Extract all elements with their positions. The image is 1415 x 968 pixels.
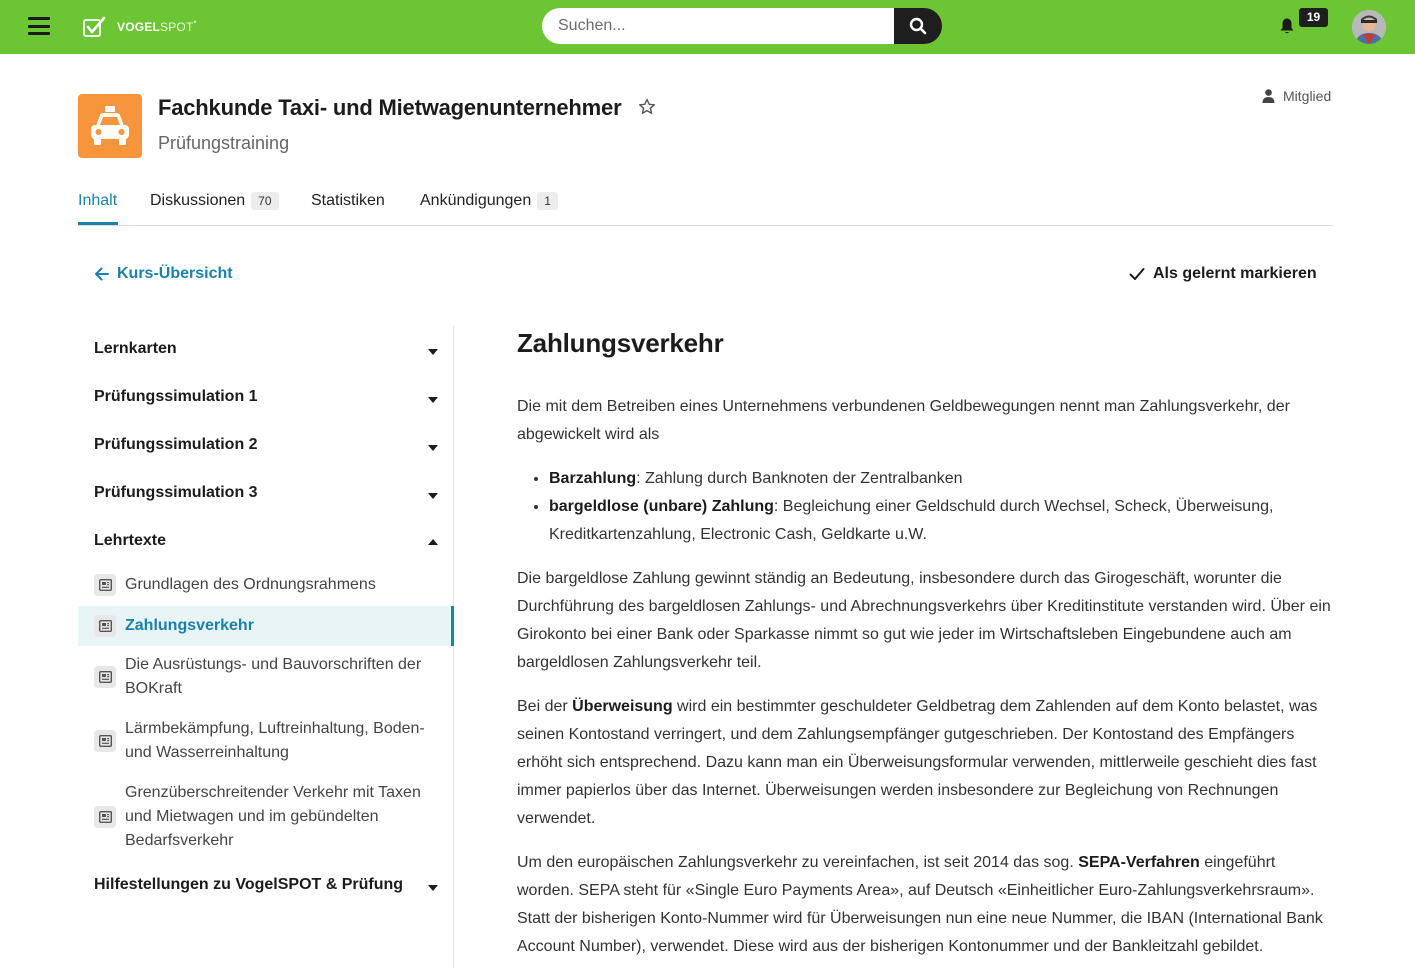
tab-label: Inhalt <box>78 192 118 209</box>
sidebar-section-pruefungssimulation-2[interactable] <box>94 436 438 460</box>
sidebar-section-lernkarten[interactable] <box>94 340 438 364</box>
caret-down-icon <box>428 349 438 355</box>
search-input[interactable] <box>542 8 894 44</box>
article-paragraph: Die bargeldlose Zahlung gewinnt ständig an Bedeutung, insbesondere durch das Girogeschäft, worunter die Durchführung des bargeldlosen Zahlungs- und Abrechnungsverkehrs über Kreditinstitute verstanden wird. Über ein Girokonto bei einer Bank oder Sparkasse nimmt so gut wie jeder im Wirtschaftsleben Eingebundene auch am bargeldlosen Zahlungsverkehr teil. <box>517 570 1331 671</box>
article-icon <box>94 666 116 688</box>
tab-label: Ankündigungen <box>420 192 532 209</box>
section-label: Lernkarten <box>94 340 177 357</box>
back-link-label: Kurs-Übersicht <box>117 265 233 282</box>
taxi-icon <box>78 94 142 158</box>
item-label: Lärmbekämpfung, Luftreinhaltung, Boden- und Wasserreinhaltung <box>125 720 425 761</box>
star-icon[interactable] <box>638 98 656 116</box>
item-label: Die Ausrüstungs- und Bauvorschriften der BOKraft <box>125 656 422 697</box>
article-icon <box>94 806 116 828</box>
mark-learned-label: Als gelernt markieren <box>1153 265 1317 282</box>
list-item: • Barzahlung: Zahlung durch Banknoten der Zentralbanken <box>549 465 1335 493</box>
user-avatar-icon <box>1352 10 1386 44</box>
tab-count-badge: 70 <box>251 192 278 210</box>
avatar[interactable] <box>1352 10 1386 44</box>
article-icon <box>94 615 116 637</box>
logo-text: VOGELSPOT° <box>117 20 197 34</box>
list-item: • bargeldlose (unbare) Zahlung: Begleichung einer Geldschuld durch Wechsel, Scheck, Überweisung, Kreditkartenzahlung, Electronic Cash, Geldkarte u.W. <box>549 493 1335 549</box>
article-icon <box>94 574 116 596</box>
item-label: Zahlungsverkehr <box>125 617 254 634</box>
section-label: Prüfungssimulation 2 <box>94 436 258 453</box>
sidebar-section-pruefungssimulation-1[interactable] <box>94 388 438 412</box>
sidebar-section-pruefungssimulation-3[interactable] <box>94 484 438 508</box>
sidebar-item-grundlagen[interactable] <box>78 573 454 597</box>
top-bar <box>0 0 1415 54</box>
article-content <box>517 326 1335 968</box>
search-icon <box>909 17 927 35</box>
member-status <box>1262 88 1331 104</box>
caret-down-icon <box>428 397 438 403</box>
checkbox-logo-icon <box>82 15 106 39</box>
tab-label: Diskussionen <box>150 192 246 209</box>
sidebar-section-lehrtexte[interactable] <box>94 532 438 556</box>
payment-types-list <box>549 465 1335 549</box>
item-label: Grundlagen des Ordnungsrahmens <box>125 576 376 593</box>
tab-ankuendigungen[interactable] <box>420 192 558 210</box>
active-tab-indicator <box>78 222 118 225</box>
article-paragraph: Um den europäischen Zahlungsverkehr zu vereinfachen, ist seit 2014 das sog. SEPA-Verfahren eingeführt worden. SEPA steht für «Single Euro Payments Area», auf Deutsch «Einheitlicher Euro-Zahlungsverkehrsraum». Statt der bisherigen Konto-Nummer wird für Überweisungen nun eine neue Nummer, die IBAN (International Bank Account Number), verwendet. Diese wird aus der bisherigen Kontonummer und der Bankleitzahl gebildet. <box>517 854 1323 955</box>
article-paragraph: Bei der Überweisung wird ein bestimmter geschuldeter Geldbetrag dem Zahlenden auf dem Konto belastet, was seinen Kontostand verringert, und dem Zahlungsempfänger gutgeschrieben. Der Kontostand des Empfängers erhöht sich entsprechend. Dazu kann man ein Überweisungsformular verwenden, mittlerweile geschieht dies fast immer papierlos über das Internet. Überweisungen werden insbesondere zur Begleichung von Rechnungen verwendet. <box>517 698 1318 827</box>
sidebar-item-grenzueberschreitender-verkehr[interactable] <box>78 781 454 853</box>
caret-down-icon <box>428 445 438 451</box>
tab-diskussionen[interactable] <box>150 192 279 210</box>
course-subtitle: Prüfungstraining <box>158 133 290 153</box>
logo[interactable] <box>82 14 197 40</box>
member-label: Mitglied <box>1283 88 1332 104</box>
course-tabs <box>78 180 1333 226</box>
article-icon <box>94 730 116 752</box>
sidebar-item-ausruestungs-bauvorschriften[interactable] <box>78 653 454 701</box>
course-title: Fachkunde Taxi- und Mietwagenunternehmer <box>158 95 622 120</box>
tab-label: Statistiken <box>311 192 385 209</box>
item-label: Grenzüberschreitender Verkehr mit Taxen und Mietwagen und im gebündelten Bedarfsverkehr <box>125 784 421 849</box>
sidebar-section-hilfestellungen[interactable] <box>94 876 438 900</box>
section-label: Prüfungssimulation 1 <box>94 388 258 405</box>
caret-down-icon <box>428 885 438 891</box>
arrow-left-icon <box>94 267 109 281</box>
section-label: Lehrtexte <box>94 532 167 549</box>
checkmark-icon <box>1129 267 1145 281</box>
user-icon <box>1262 89 1275 103</box>
course-sidebar <box>78 326 454 968</box>
back-to-course-overview-link[interactable] <box>94 265 233 283</box>
tab-statistiken[interactable] <box>311 192 385 210</box>
search-bar <box>542 8 942 44</box>
sidebar-item-zahlungsverkehr[interactable] <box>78 606 454 646</box>
section-label: Hilfestellungen zu VogelSPOT & Prüfung <box>94 876 404 893</box>
caret-up-icon <box>428 539 438 545</box>
mark-as-learned-button[interactable] <box>1129 265 1317 283</box>
tab-inhalt[interactable] <box>78 192 117 210</box>
section-label: Prüfungssimulation 3 <box>94 484 258 501</box>
article-title: Zahlungsverkehr <box>517 328 724 358</box>
tab-count-badge: 1 <box>537 192 558 210</box>
article-paragraph: Die mit dem Betreiben eines Unternehmens verbundenen Geldbewegungen nennt man Zahlungsverkehr, der abgewickelt wird als <box>517 398 1290 443</box>
sidebar-item-laermbekaempfung[interactable] <box>78 717 454 765</box>
menu-icon[interactable] <box>28 17 50 35</box>
caret-down-icon <box>428 493 438 499</box>
search-button[interactable] <box>894 8 942 44</box>
bell-icon[interactable] <box>1279 17 1295 35</box>
notification-badge[interactable]: 19 <box>1299 8 1328 27</box>
course-icon <box>78 94 142 158</box>
